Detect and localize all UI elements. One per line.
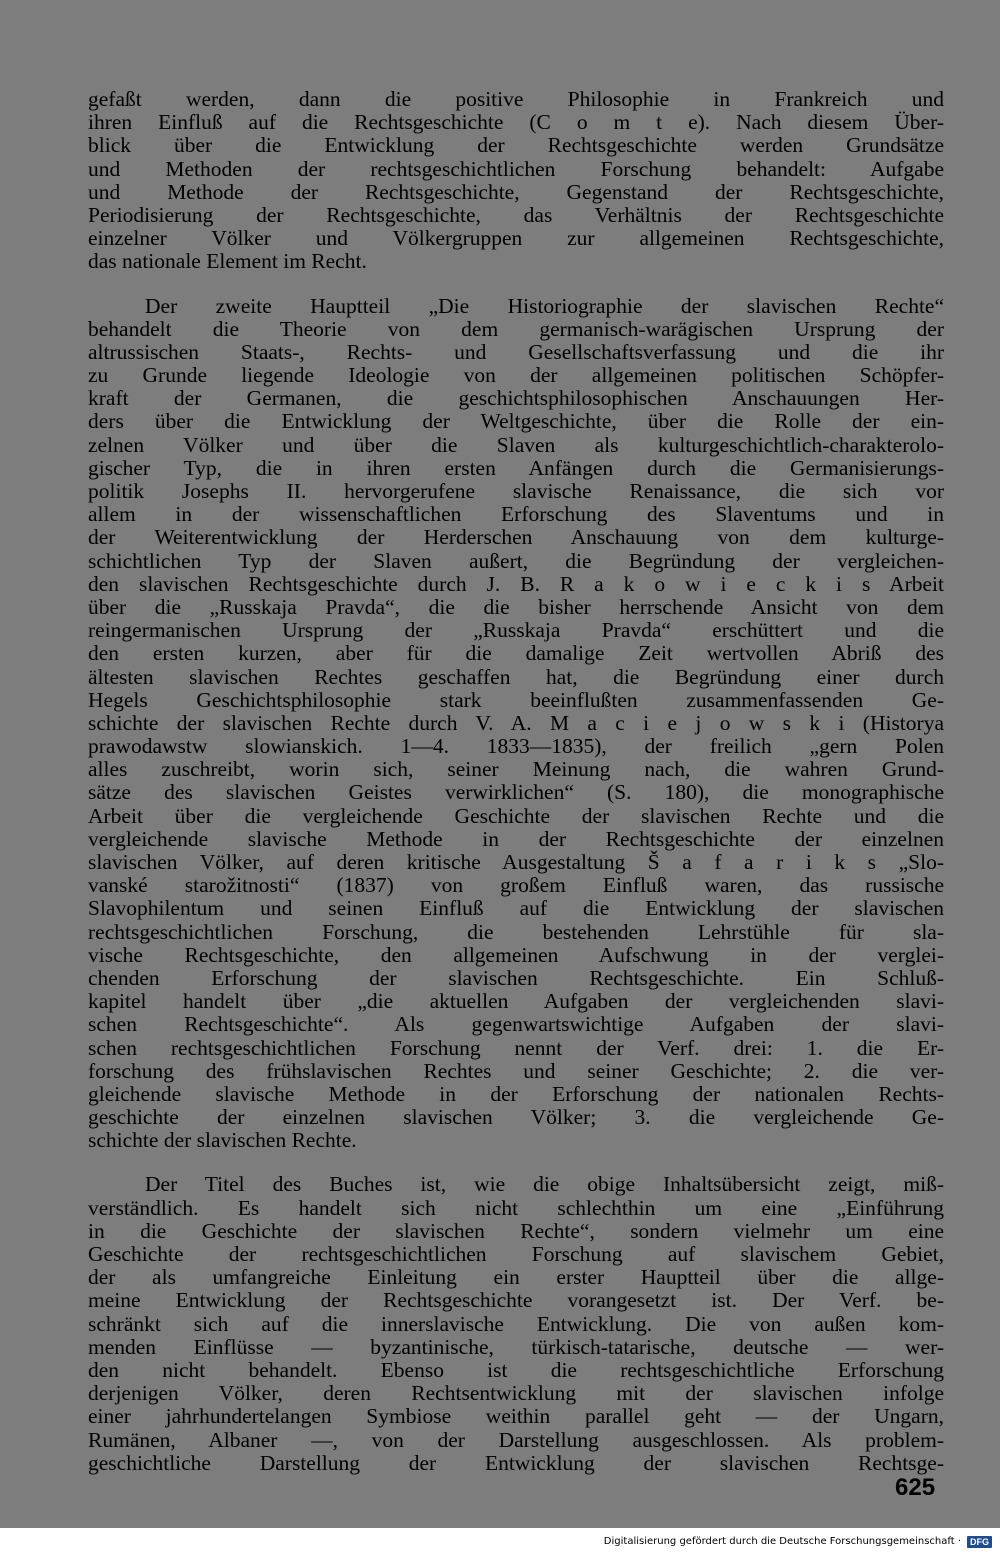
text-line: Periodisierung der Rechtsgeschichte, das Verhältnis der Rechtsgeschichte: [88, 202, 944, 227]
text-line: vergleichende slavische Methode in der Rechtsgeschichte der einzelnen: [88, 826, 944, 851]
text-line: vanské starožitnosti“ (1837) von großem Einfluß waren, das russische: [88, 873, 944, 898]
text-line: ders über die Entwicklung der Weltgeschichte, über die Rolle der ein-: [88, 409, 944, 434]
page-number: 625: [895, 1474, 936, 1501]
text-line: behandelt die Theorie von dem germanisch-warägischen Ursprung der: [88, 316, 944, 341]
text-line: derjenigen Völker, deren Rechtsentwicklung mit der slavischen infolge: [88, 1381, 944, 1406]
text-line: politik Josephs II. hervorgerufene slavische Renaissance, die sich vor: [88, 479, 944, 503]
text-line: in die Geschichte der slavischen Rechte“, sondern vielmehr um eine: [88, 1218, 944, 1243]
text-line: Der Titel des Buches ist, wie die obige Inhaltsübersicht zeigt, miß-: [145, 1172, 944, 1197]
text-line: der Weiterentwicklung der Herderschen Anschauung von dem kulturge-: [88, 525, 944, 550]
digitization-footer: [0, 1528, 1000, 1555]
text-line: schränkt sich auf die innerslavische Entwicklung. Die von außen kom-: [88, 1311, 944, 1336]
dfg-logo-icon: DFG: [967, 1536, 992, 1548]
text-line: den nicht behandelt. Ebenso ist die rechtsgeschichtliche Erforschung: [88, 1357, 944, 1382]
text-line: und Methode der Rechtsgeschichte, Gegenstand der Rechtsgeschichte,: [88, 179, 944, 204]
text-line: kapitel handelt über „die aktuellen Aufgaben der vergleichenden slavi-: [88, 989, 944, 1014]
text-line: altrussischen Staats-, Rechts- und Gesellschaftsverfassung und die ihr: [88, 339, 944, 364]
text-line: schichte der slavischen Rechte.: [88, 1128, 357, 1153]
text-line: Rumänen, Albaner —, von der Darstellung ausgeschlossen. Als problem-: [88, 1427, 944, 1452]
text-line: menden Einflüsse — byzantinische, türkisch-tatarische, deutsche — wer-: [88, 1334, 944, 1359]
text-line: Der zweite Hauptteil „Die Historiographie der slavischen Rechte“: [145, 293, 944, 318]
text-line: blick über die Entwicklung der Rechtsgeschichte werden Grundsätze: [88, 133, 944, 158]
text-line: Hegels Geschichtsphilosophie stark beeinflußten zusammenfassenden Ge-: [88, 687, 944, 712]
text-line: und Methoden der rechtsgeschichtlichen Forschung behandelt: Aufgabe: [88, 156, 944, 181]
text-line: verständlich. Es handelt sich nicht schlechthin um eine „Einführung: [88, 1195, 944, 1220]
paragraph: [88, 88, 944, 274]
text-line: sätze des slavischen Geistes verwirklichen“ (S. 180), die monographische: [88, 780, 944, 805]
text-line: der als umfangreiche Einleitung ein erster Hauptteil über die allge-: [88, 1265, 944, 1290]
text-line: zu Grunde liegende Ideologie von der allgemeinen politischen Schöpfer-: [88, 363, 944, 388]
text-line: ältesten slavischen Rechtes geschaffen hat, die Begründung einer durch: [88, 664, 944, 689]
text-line: reingermanischen Ursprung der „Russkaja Pravda“ erschüttert und die: [88, 618, 944, 643]
text-line: alles zuschreibt, worin sich, seiner Meinung nach, die wahren Grund-: [88, 757, 944, 782]
text-line: Arbeit über die vergleichende Geschichte der slavischen Rechte und die: [88, 803, 944, 828]
text-line: über die „Russkaja Pravda“, die die bisher herrschende Ansicht von dem: [88, 594, 944, 619]
text-line: gischer Typ, die in ihren ersten Anfängen durch die Germanisierungs-: [88, 455, 944, 480]
text-line: den slavischen Rechtsgeschichte durch J. B. R a k o w i e c k i s Arbeit: [88, 571, 944, 596]
text-line: schichtlichen Typ der Slaven außert, die Begründung der vergleichen-: [88, 548, 944, 573]
text-line: prawodawstw slowianskich. 1—4. 1833—1835), der freilich „gern Polen: [88, 734, 944, 759]
text-line: Slavophilentum und seinen Einfluß auf die Entwicklung der slavischen: [88, 896, 944, 921]
document-page: [88, 88, 944, 1475]
text-line: geschichtliche Darstellung der Entwicklung der slavischen Rechtsge-: [88, 1450, 944, 1475]
text-line: das nationale Element im Recht.: [88, 249, 367, 274]
text-line: schen Rechtsgeschichte“. Als gegenwartswichtige Aufgaben der slavi-: [88, 1012, 944, 1037]
paragraph: [88, 295, 944, 1153]
text-line: gleichende slavische Methode in der Erforschung der nationalen Rechts-: [88, 1081, 944, 1106]
paragraph: [88, 1173, 944, 1474]
text-line: einer jahrhundertelangen Symbiose weithin parallel geht — der Ungarn,: [88, 1404, 944, 1429]
text-line: chenden Erforschung der slavischen Rechtsgeschichte. Ein Schluß-: [88, 965, 944, 990]
text-line: allem in der wissenschaftlichen Erforschung des Slaventums und in: [88, 502, 944, 527]
text-line: slavischen Völker, auf deren kritische Ausgestaltung Š a f a r i k s „Slo-: [88, 850, 944, 874]
text-line: den ersten kurzen, aber für die damalige Zeit wertvollen Abriß des: [88, 641, 944, 666]
text-line: gefaßt werden, dann die positive Philosophie in Frankreich und: [88, 87, 944, 111]
text-line: vische Rechtsgeschichte, den allgemeinen Aufschwung in der verglei-: [88, 942, 944, 967]
text-line: rechtsgeschichtlichen Forschung, die bestehenden Lehrstühle für sla-: [88, 919, 944, 944]
text-line: schichte der slavischen Rechte durch V. A. M a c i e j o w s k i (Historya: [88, 710, 944, 735]
text-line: kraft der Germanen, die geschichtsphilosophischen Anschauungen Her-: [88, 386, 944, 411]
footer-text: Digitalisierung gefördert durch die Deutsche Forschungsgemeinschaft ·: [603, 1536, 961, 1547]
text-line: geschichte der einzelnen slavischen Völker; 3. die vergleichende Ge-: [88, 1105, 944, 1130]
text-line: ihren Einfluß auf die Rechtsgeschichte (C o m t e). Nach diesem Über-: [88, 110, 944, 135]
text-line: schen rechtsgeschichtlichen Forschung nennt der Verf. drei: 1. die Er-: [88, 1035, 944, 1060]
text-line: Geschichte der rechtsgeschichtlichen Forschung auf slavischem Gebiet,: [88, 1242, 944, 1266]
text-line: einzelner Völker und Völkergruppen zur allgemeinen Rechtsgeschichte,: [88, 226, 944, 251]
text-line: meine Entwicklung der Rechtsgeschichte vorangesetzt ist. Der Verf. be-: [88, 1288, 944, 1313]
text-line: zelnen Völker und über die Slaven als kulturgeschichtlich-charakterolo-: [88, 432, 944, 457]
text-line: forschung des frühslavischen Rechtes und seiner Geschichte; 2. die ver-: [88, 1058, 944, 1083]
